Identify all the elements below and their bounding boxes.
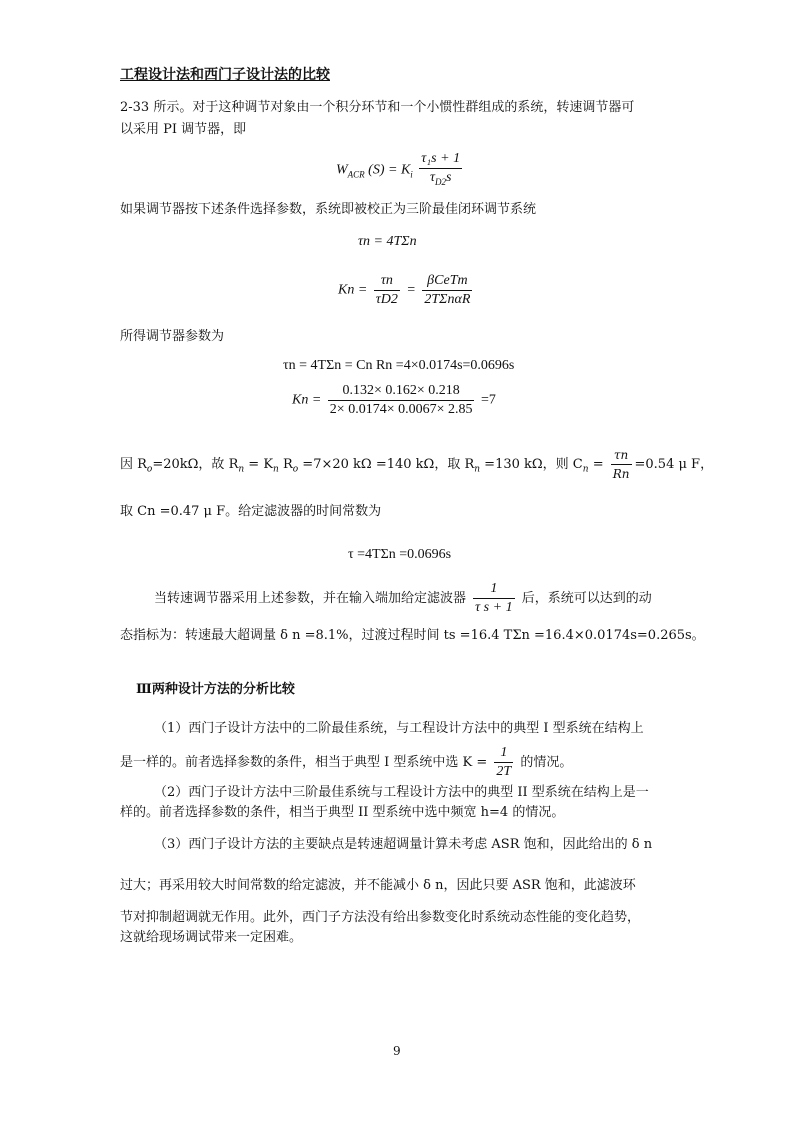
paragraph-line-filter: [154, 580, 652, 617]
paragraph-line: （2）西门子设计方法中三阶最佳系统与工程设计方法中的典型 II 型系统在结构上是一: [154, 785, 649, 800]
frac-denominator: 2T: [496, 764, 512, 779]
eq-fraction: [419, 150, 462, 191]
text-run: 的情况。: [520, 755, 573, 770]
text-run: =0.54 μ F，: [634, 457, 714, 472]
eq-text: =7: [480, 392, 496, 408]
eq-fraction: [611, 446, 632, 483]
paragraph-line-resistance: [120, 446, 713, 483]
text-run: =130 kΩ，则 C: [480, 457, 583, 472]
text-run: 因 R: [120, 457, 147, 472]
frac-numerator: βCeTm: [422, 272, 472, 291]
paragraph-line-item1: [120, 744, 572, 781]
frac-numerator: τn: [374, 272, 400, 291]
eq-subscript: o: [146, 464, 153, 475]
frac-denominator: 2× 0.0174× 0.0067× 2.85: [329, 402, 473, 417]
frac-numerator: 1: [494, 744, 513, 763]
eq-subscript: ACR: [347, 169, 365, 180]
paragraph-line: （1）西门子设计方法中的二阶最佳系统，与工程设计方法中的典型 I 型系统在结构上: [154, 721, 644, 736]
paragraph-line: 这就给现场调试带来一定困难。: [120, 930, 303, 945]
eq-symbol: W: [336, 162, 348, 178]
eq-subscript: D2: [434, 176, 446, 187]
equation-pi-controller: [336, 150, 465, 191]
paragraph-line: 如果调节器按下述条件选择参数，系统即被校正为三阶最佳闭环调节系统: [120, 202, 537, 217]
paragraph-line: 所得调节器参数为: [120, 329, 225, 344]
frac-denominator: [419, 169, 462, 191]
section-heading: 工程设计法和西门子设计法的比较: [120, 67, 330, 83]
eq-subscript: n: [238, 464, 245, 475]
paragraph-line: 态指标为：转速最大超调量 δ n =8.1%，过渡过程时间 ts =16.4 TΣn =16.4×0.0174s=0.265s。: [120, 628, 705, 643]
frac-numerator: 1: [473, 580, 514, 599]
frac-denominator: τD2: [375, 292, 398, 307]
eq-subscript: n: [273, 464, 279, 475]
eq-subscript: o: [292, 464, 299, 475]
paragraph-line: 过大；再采用较大时间常数的给定滤波，并不能减小 δ n，因此只要 ASR 饱和，此滤波环: [120, 878, 636, 893]
paragraph-line: 2-33 所示。对于这种调节对象由一个积分环节和一个小惯性群组成的系统，转速调节器可: [120, 100, 635, 115]
frac-den-tail: s: [445, 170, 452, 185]
eq-fraction: [473, 580, 514, 617]
eq-fraction: [328, 382, 475, 419]
paragraph-line: 节对抑制超调就无作用。此外，西门子方法没有给出参数变化时系统动态性能的变化趋势，: [120, 910, 641, 925]
eq-text: Kn =: [292, 392, 322, 408]
eq-subscript: n: [474, 464, 481, 475]
text-run: =: [588, 457, 604, 472]
equation-tau-n: τn = 4TΣn: [358, 234, 417, 249]
eq-subscript: i: [410, 169, 413, 180]
frac-den-symbol: τ: [429, 170, 435, 185]
frac-denominator: τ s + 1: [475, 600, 513, 615]
text-run: =20kΩ，故 R: [152, 457, 239, 472]
text-run: 后，系统可以达到的动: [521, 591, 652, 606]
eq-text: =: [406, 282, 416, 298]
text-run: = K: [244, 457, 274, 472]
frac-numerator: τ₁s + 1: [419, 150, 462, 169]
frac-numerator: τn: [611, 446, 632, 465]
equation-kn-value: [292, 382, 496, 419]
equation-filter-tau: τ =4TΣn =0.0696s: [348, 547, 452, 562]
frac-numerator: 0.132× 0.162× 0.218: [328, 382, 475, 401]
equation-kn: [338, 272, 475, 309]
text-run: 是一样的。前者选择参数的条件，相当于典型 I 型系统中选 K =: [120, 755, 488, 770]
eq-fraction: [494, 744, 513, 781]
subsection-heading: Ⅲ两种设计方法的分析比较: [136, 682, 295, 697]
text-run: R: [278, 457, 293, 472]
eq-subscript: n: [582, 464, 589, 475]
paragraph-line: 取 Cn =0.47 μ F。给定滤波器的时间常数为: [120, 504, 382, 519]
paragraph-line: 以采用 PI 调节器，即: [120, 122, 247, 137]
eq-text: Kn =: [338, 282, 368, 298]
equation-params: τn = 4TΣn = Cn Rn =4×0.0174s=0.0696s: [283, 358, 515, 373]
eq-fraction: [374, 272, 400, 309]
frac-denominator: 2TΣnαR: [424, 292, 471, 307]
paragraph-line: （3）西门子设计方法的主要缺点是转速超调量计算未考虑 ASR 饱和，因此给出的 δ n: [154, 837, 653, 852]
frac-denominator: Rn: [612, 467, 630, 481]
page-number: 9: [393, 1044, 401, 1058]
text-run: =7×20 kΩ =140 kΩ，取 R: [298, 457, 475, 472]
eq-fraction: [422, 272, 472, 309]
eq-text: (S) = K: [368, 162, 411, 178]
paragraph-line: 样的。前者选择参数的条件，相当于典型 II 型系统中选中频宽 h=4 的情况。: [120, 805, 565, 820]
text-run: 当转速调节器采用上述参数，并在输入端加给定滤波器: [154, 591, 467, 606]
